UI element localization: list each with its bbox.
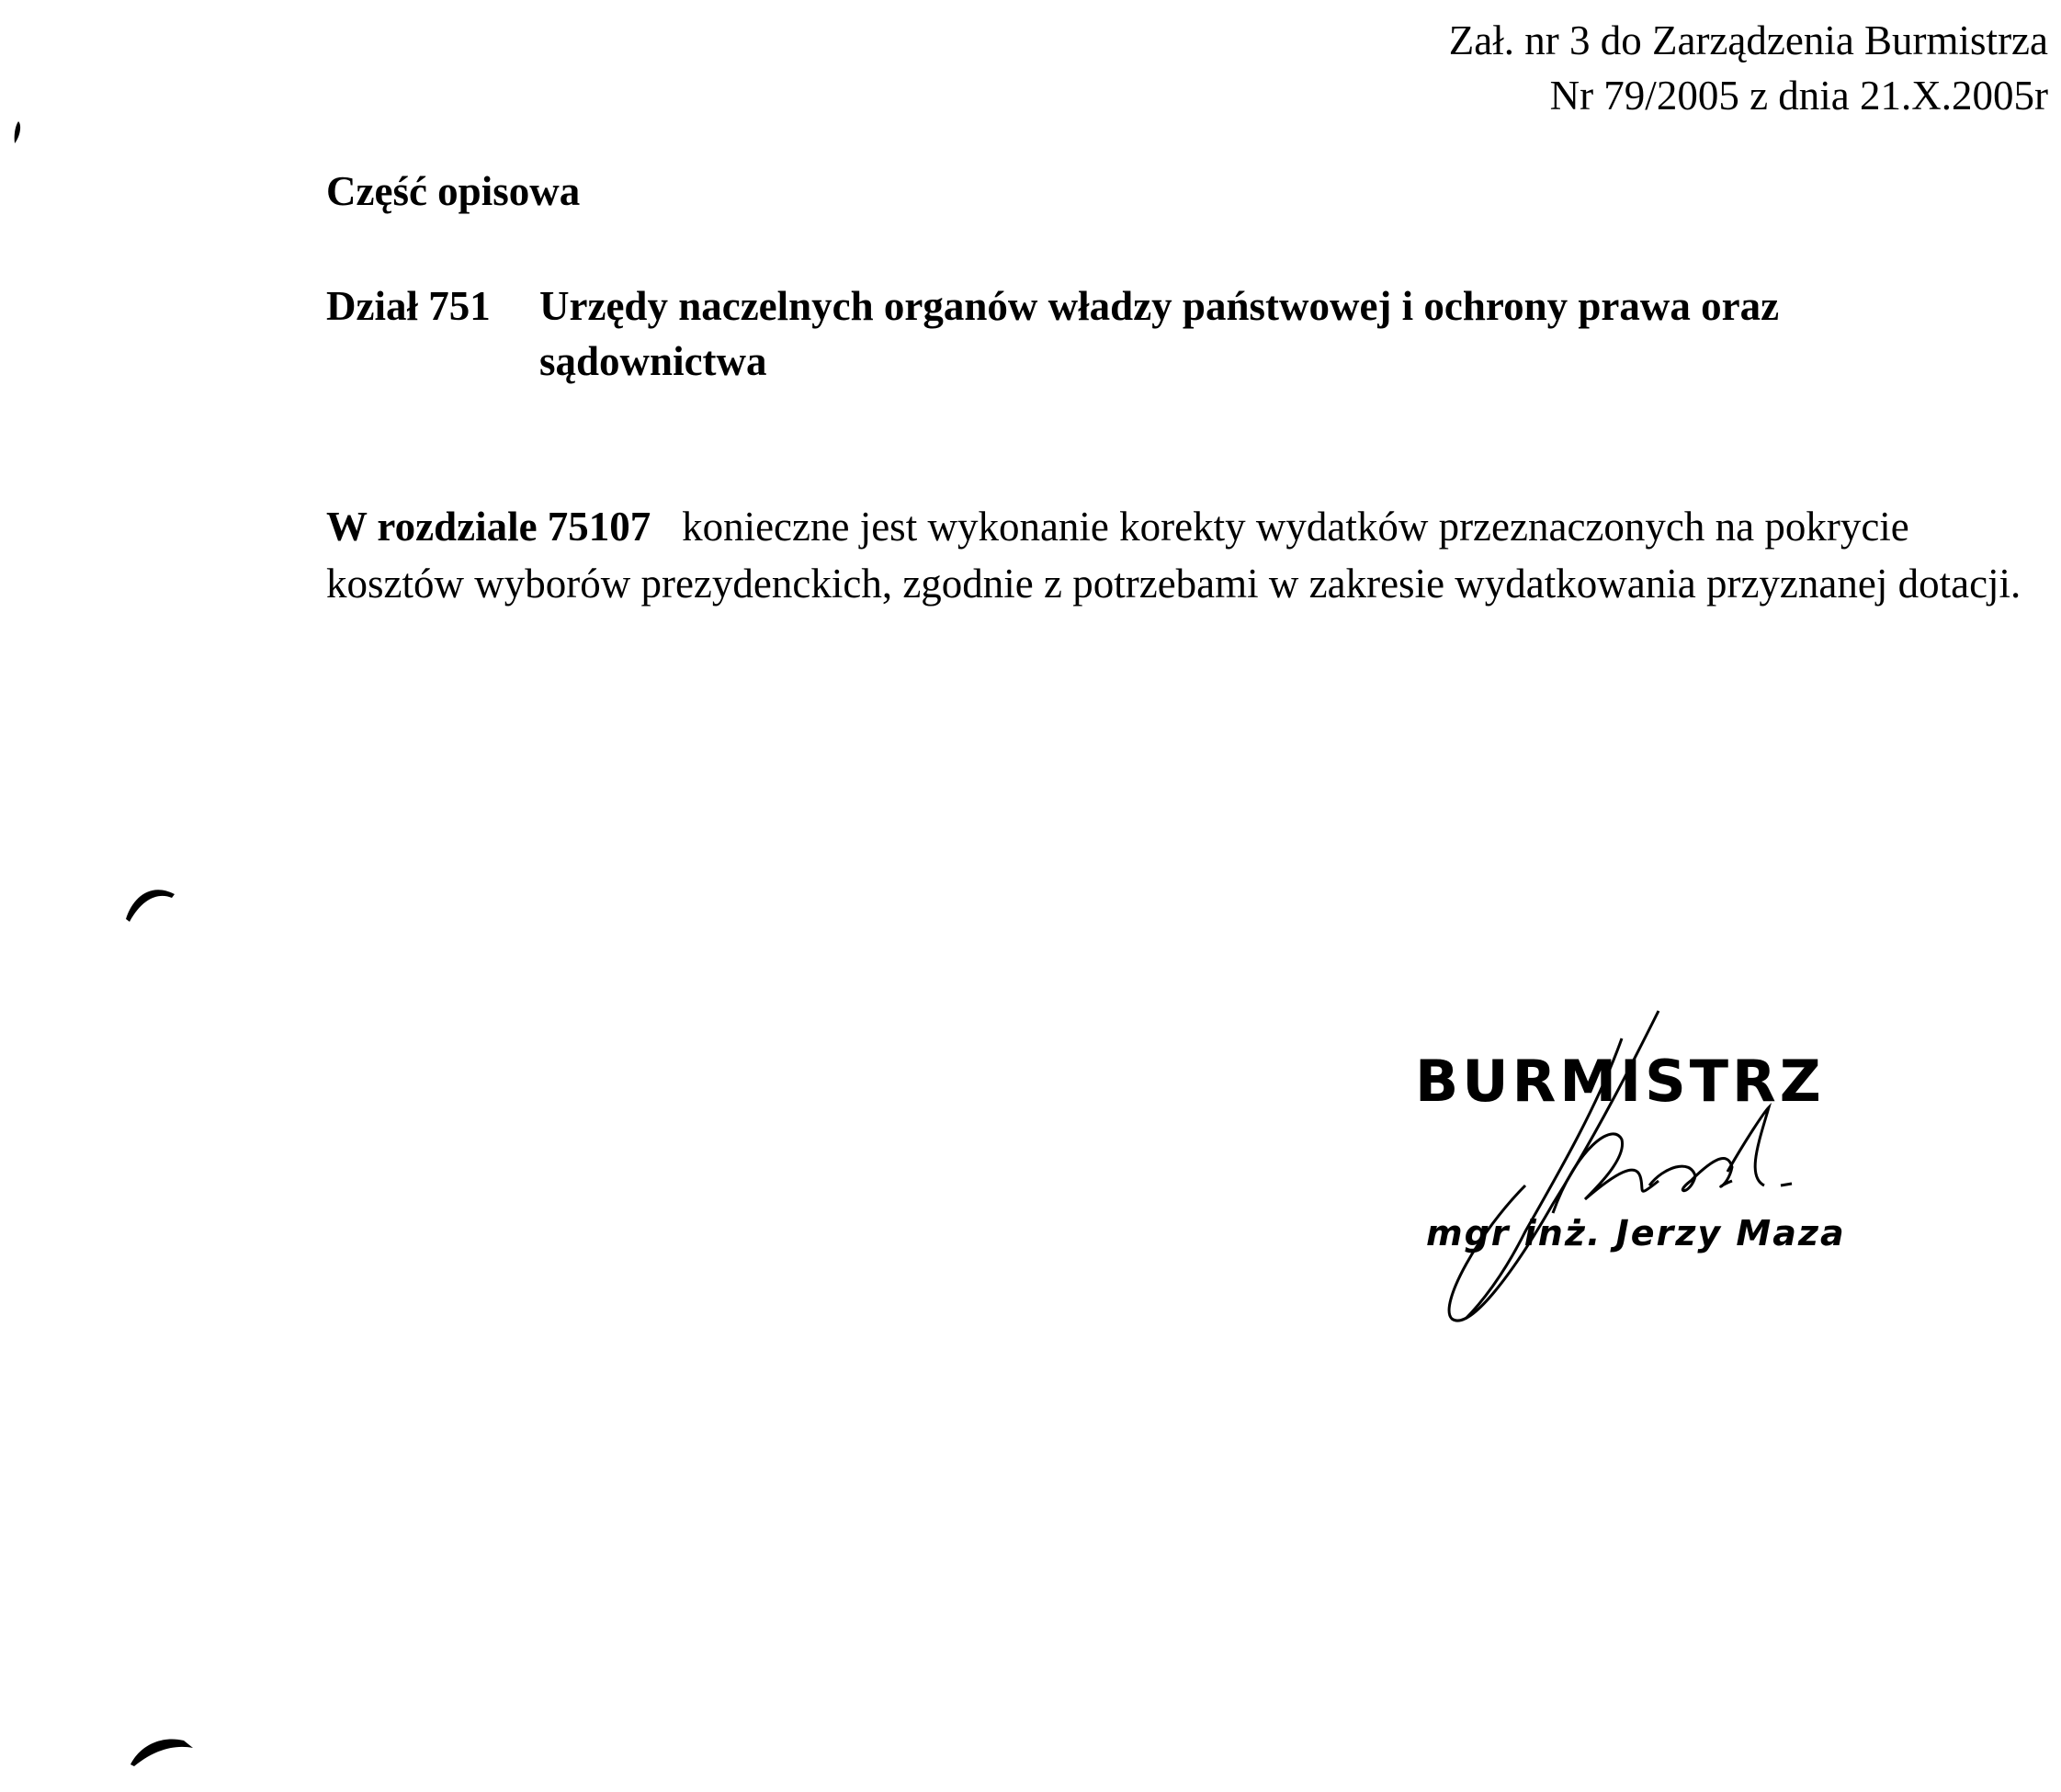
paragraph-separator [662,504,683,550]
attachment-line-1: Zał. nr 3 do Zarządzenia Burmistrza [1448,17,2048,63]
scan-mark-top [9,119,28,147]
section-title: Część opisowa [326,168,581,214]
division-name: Urzędy naczelnych organów władzy państwowej i ochrony prawa oraz sądownictwa [539,283,1780,384]
division-code: Dział 751 [326,283,491,329]
attachment-line-2: Nr 79/2005 z dnia 21.X.2005r [1549,73,2048,119]
stamp-name: mgr inż. Jerzy Maza [1426,1213,1846,1253]
chapter-reference: W rozdziale 75107 [326,504,651,550]
attachment-note [1449,13,2048,123]
body-paragraph [326,498,2044,612]
stamp-title: BURMISTRZ [1415,1048,1825,1115]
scan-mark-bottom [129,1728,198,1769]
scan-mark-middle [124,878,179,924]
handwritten-signature [1415,1002,1838,1342]
paragraph-text: konieczne jest wykonanie korekty wydatków przeznaczonych na pokrycie kosztów wyborów prezydenckich, zgodnie z potrzebami w zakresie wydatkowania przyznanej dotacji. [326,504,2021,607]
